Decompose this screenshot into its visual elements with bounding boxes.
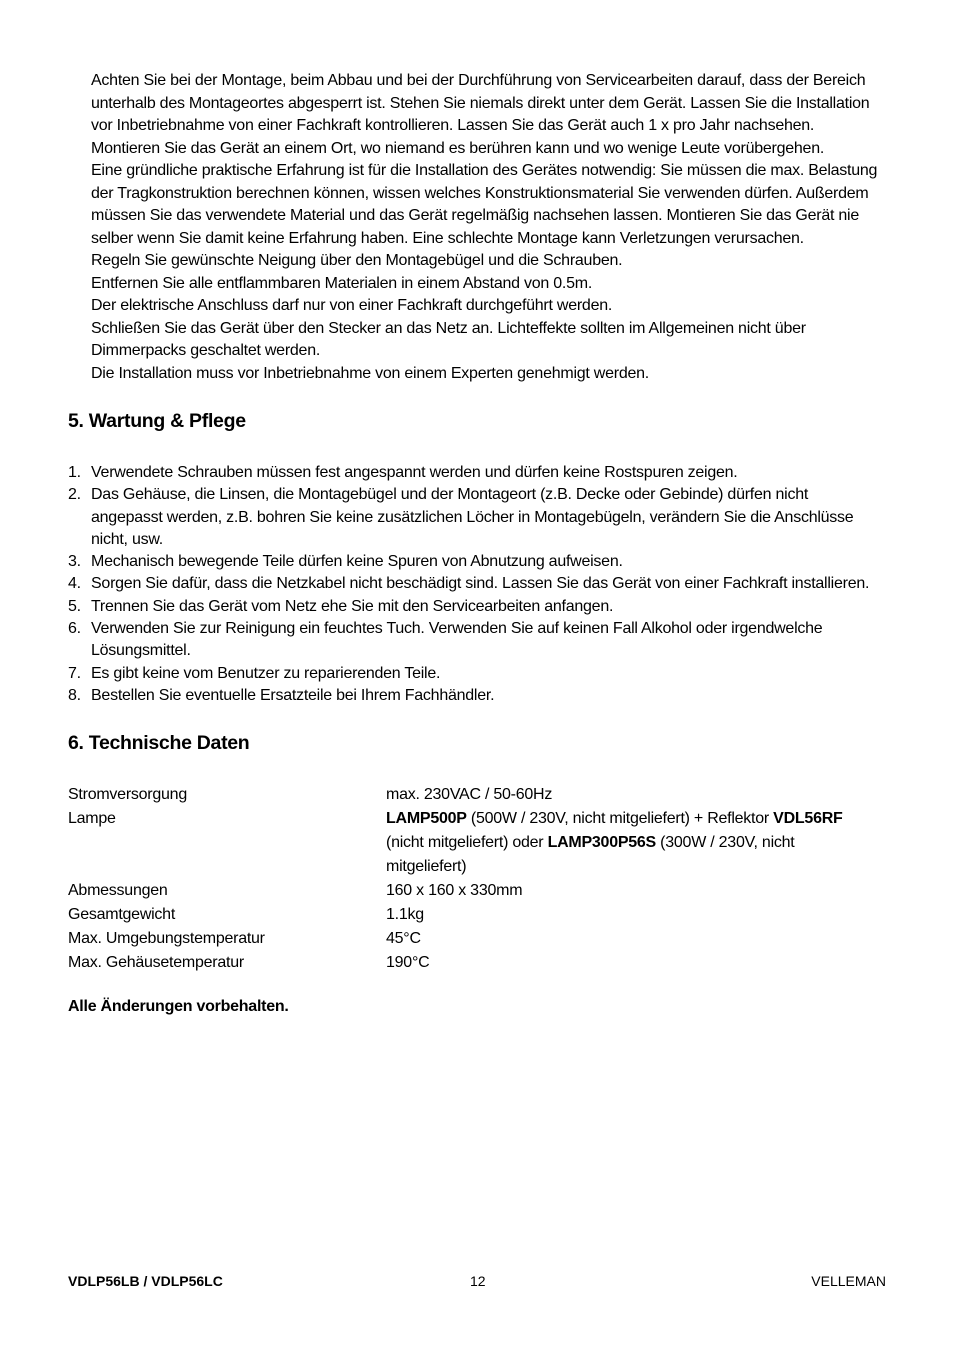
section-heading-technical-data: 6. Technische Daten [68,732,250,754]
list-number: 4. [68,575,81,593]
list-number: 6. [68,620,81,638]
spec-row [68,879,868,903]
list-number: 5. [68,597,81,615]
list-text: Bestellen Sie eventuelle Ersatzteile bei Ihrem Fachhändler. [91,686,495,704]
spec-row [68,951,868,975]
list-item [68,663,878,685]
spec-label: Abmessungen [68,882,168,899]
list-item [68,685,878,707]
spec-row-lamp [68,807,868,879]
spec-value: 1.1kg [386,906,424,923]
section-heading-maintenance: 5. Wartung & Pflege [68,410,246,432]
spec-value: 45°C [386,930,421,947]
paragraph: Eine gründliche praktische Erfahrung ist für die Installation des Gerätes notwendig: Sie müssen die max. Belastung der Tragkonstruktion berechnen können, wissen welches Konstruktionsmaterial Sie verwenden dürfen. Außerdem müssen Sie das verwendete Material und das Gerät regelmäßig nachsehen lassen. Montieren Sie das Gerät nie selber wenn Sie damit keine Erfahrung haben. Eine schlechte Montage kann Verletzungen verursachen. [91,162,878,247]
spec-table [68,783,868,975]
paragraph: Entfernen Sie alle entflammbaren Materialen in einem Abstand von 0.5m. [91,274,593,292]
maintenance-list [68,462,878,707]
list-item [68,596,878,618]
spec-label: Max. Umgebungstemperatur [68,930,265,947]
list-text: Es gibt keine vom Benutzer zu reparierenden Teile. [91,664,441,682]
lamp-text: (300W / 230V, nicht mitgeliefert) [386,834,795,875]
page-number: 12 [470,1273,486,1289]
footer-model: VDLP56LB / VDLP56LC [68,1273,223,1289]
list-text: Trennen Sie das Gerät vom Netz ehe Sie mit den Servicearbeiten anfangen. [91,597,614,615]
spec-value [386,807,861,879]
list-text: Mechanisch bewegende Teile dürfen keine Spuren von Abnutzung aufweisen. [91,553,623,571]
list-text: Verwenden Sie zur Reinigung ein feuchtes Tuch. Verwenden Sie auf keinen Fall Alkohol oder irgendwelche Lösungsmittel. [91,620,823,660]
paragraph: Schließen Sie das Gerät über den Stecker an das Netz an. Lichteffekte sollten im Allgemeinen nicht über Dimmerpacks geschaltet werden. [91,319,806,359]
list-item [68,573,878,595]
spec-label: Gesamtgewicht [68,906,176,923]
paragraph: Achten Sie bei der Montage, beim Abbau und bei der Durchführung von Servicearbeiten darauf, dass der Bereich unterhalb des Montageortes abgesperrt ist. Stehen Sie niemals direkt unter dem Gerät. Lassen Sie die Installation vor Inbetriebnahme von einer Fachkraft kontrollieren. Lassen Sie das Gerät auch 1 x pro Jahr nachsehen. [91,72,870,134]
paragraph: Regeln Sie gewünschte Neigung über den Montagebügel und die Schrauben. [91,252,623,269]
lamp-text: (nicht mitgeliefert) oder [386,834,548,851]
spec-row [68,927,868,951]
paragraph: Montieren Sie das Gerät an einem Ort, wo niemand es berühren kann und wo wenige Leute vorübergehen. [91,139,825,157]
spec-value: max. 230VAC / 50-60Hz [386,786,553,803]
list-item [68,551,878,573]
alt-lamp-model: LAMP300P56S [547,834,656,851]
list-text: Sorgen Sie dafür, dass die Netzkabel nicht beschädigt sind. Lassen Sie das Gerät von einer Fachkraft installieren. [91,575,870,593]
list-item [68,484,878,551]
spec-label: Lampe [68,810,116,827]
list-number: 1. [68,464,81,481]
footer-brand: VELLEMAN [811,1273,886,1289]
list-text: Verwendete Schrauben müssen fest angespannt werden und dürfen keine Rostspuren zeigen. [91,464,738,481]
list-item [68,462,878,484]
spec-value: 190°C [386,954,430,971]
list-text: Das Gehäuse, die Linsen, die Montagebügel und der Montageort (z.B. Decke oder Gebinde) dürfen nicht angepasst werden, z.B. bohren Sie keine zusätzlichen Löcher in Montagebügeln, verändern Sie die Anschlüsse nicht, usw. [91,486,854,548]
list-number: 7. [68,664,81,682]
list-number: 3. [68,553,81,571]
spec-value: 160 x 160 x 330mm [386,882,523,899]
disclaimer-note: Alle Änderungen vorbehalten. [68,998,289,1015]
reflector-model: VDL56RF [773,810,843,827]
list-number: 8. [68,686,81,704]
list-item [68,618,878,663]
lamp-model: LAMP500P [386,810,467,827]
spec-row [68,903,868,927]
spec-label: Stromversorgung [68,786,187,803]
spec-label: Max. Gehäusetemperatur [68,954,244,971]
list-number: 2. [68,486,81,504]
paragraph: Die Installation muss vor Inbetriebnahme von einem Experten genehmigt werden. [91,364,649,382]
installation-text [91,70,891,385]
spec-row-power [68,783,868,807]
paragraph: Der elektrische Anschluss darf nur von einer Fachkraft durchgeführt werden. [91,297,613,314]
page-footer [68,1273,886,1293]
lamp-text: (500W / 230V, nicht mitgeliefert) + Reflektor [466,810,774,827]
